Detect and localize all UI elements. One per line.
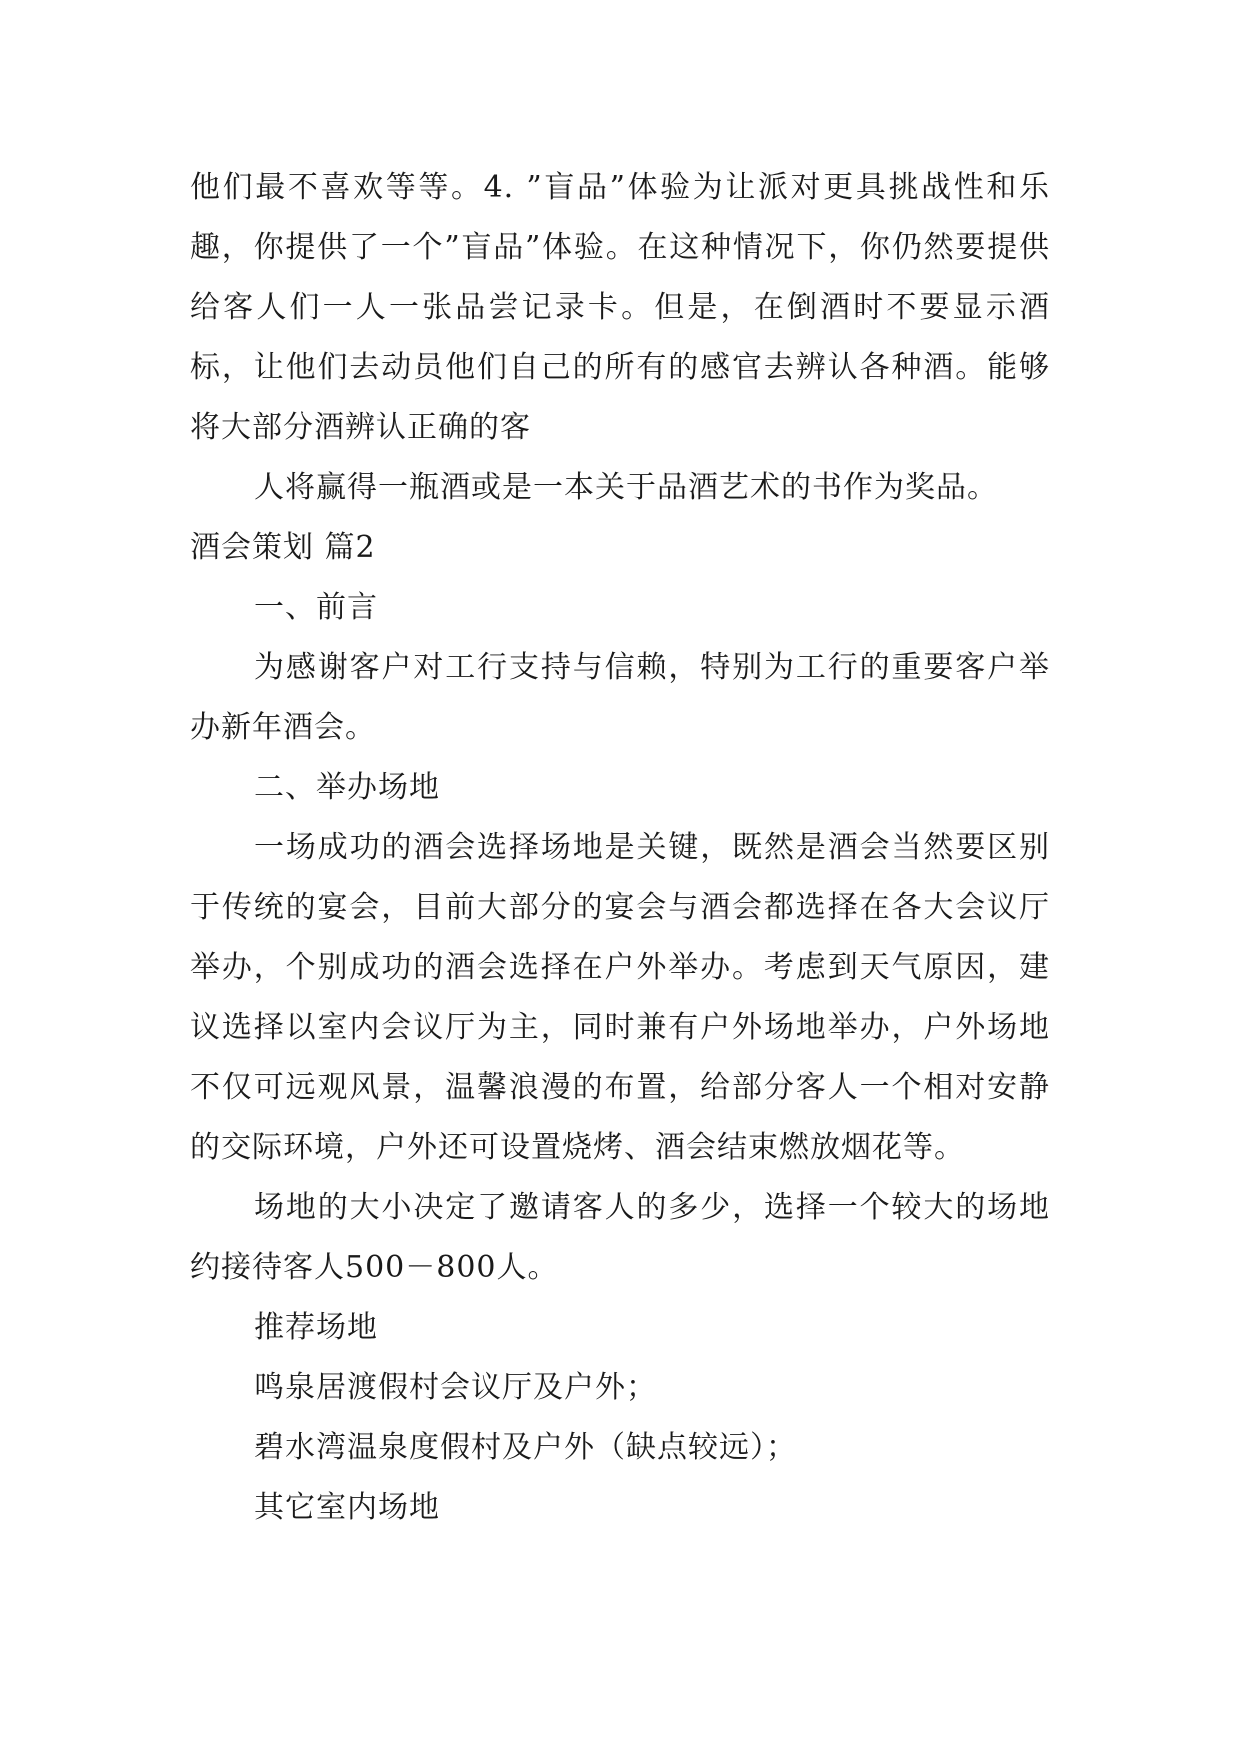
venue-item: 碧水湾温泉度假村及户外（缺点较远）； <box>254 1430 797 1465</box>
venue-item: 其它室内场地 <box>254 1490 440 1525</box>
paragraph-blind-tasting: 他们最不喜欢等等。4. ”盲品”体验为让派对更具挑战性和乐趣，你提供了一个”盲品”体验。在这种情况下，你仍然要提供给客人们一人一张品尝记录卡。但是，在倒酒时不要显示酒标，让他们去动员他们自己的所有的感官去辨认各种酒。能够将大部分酒辨认正确的客 <box>190 170 1050 445</box>
venue-item: 鸣泉居渡假村会议厅及户外； <box>254 1370 657 1405</box>
paragraph-venue-size: 场地的大小决定了邀请客人的多少，选择一个较大的场地约接待客人500－800人。 <box>190 1190 1050 1285</box>
heading-preface: 一、前言 <box>254 590 378 625</box>
heading-venue: 二、举办场地 <box>254 770 440 805</box>
paragraph-venue-choice: 一场成功的酒会选择场地是关键，既然是酒会当然要区别于传统的宴会，目前大部分的宴会与酒会都选择在各大会议厅举办，个别成功的酒会选择在户外举办。考虑到天气原因，建议选择以室内会议厅为主，同时兼有户外场地举办，户外场地不仅可远观风景，温馨浪漫的布置，给部分客人一个相对安静的交际环境，户外还可设置烧烤、酒会结束燃放烟花等。 <box>190 830 1050 1165</box>
section-title: 酒会策划 篇2 <box>190 530 376 565</box>
paragraph-preface: 为感谢客户对工行支持与信赖，特别为工行的重要客户举办新年酒会。 <box>190 650 1050 745</box>
document-body <box>190 158 1050 1538</box>
heading-recommended-venues: 推荐场地 <box>254 1310 378 1345</box>
paragraph-prize: 人将赢得一瓶酒或是一本关于品酒艺术的书作为奖品。 <box>254 470 998 505</box>
